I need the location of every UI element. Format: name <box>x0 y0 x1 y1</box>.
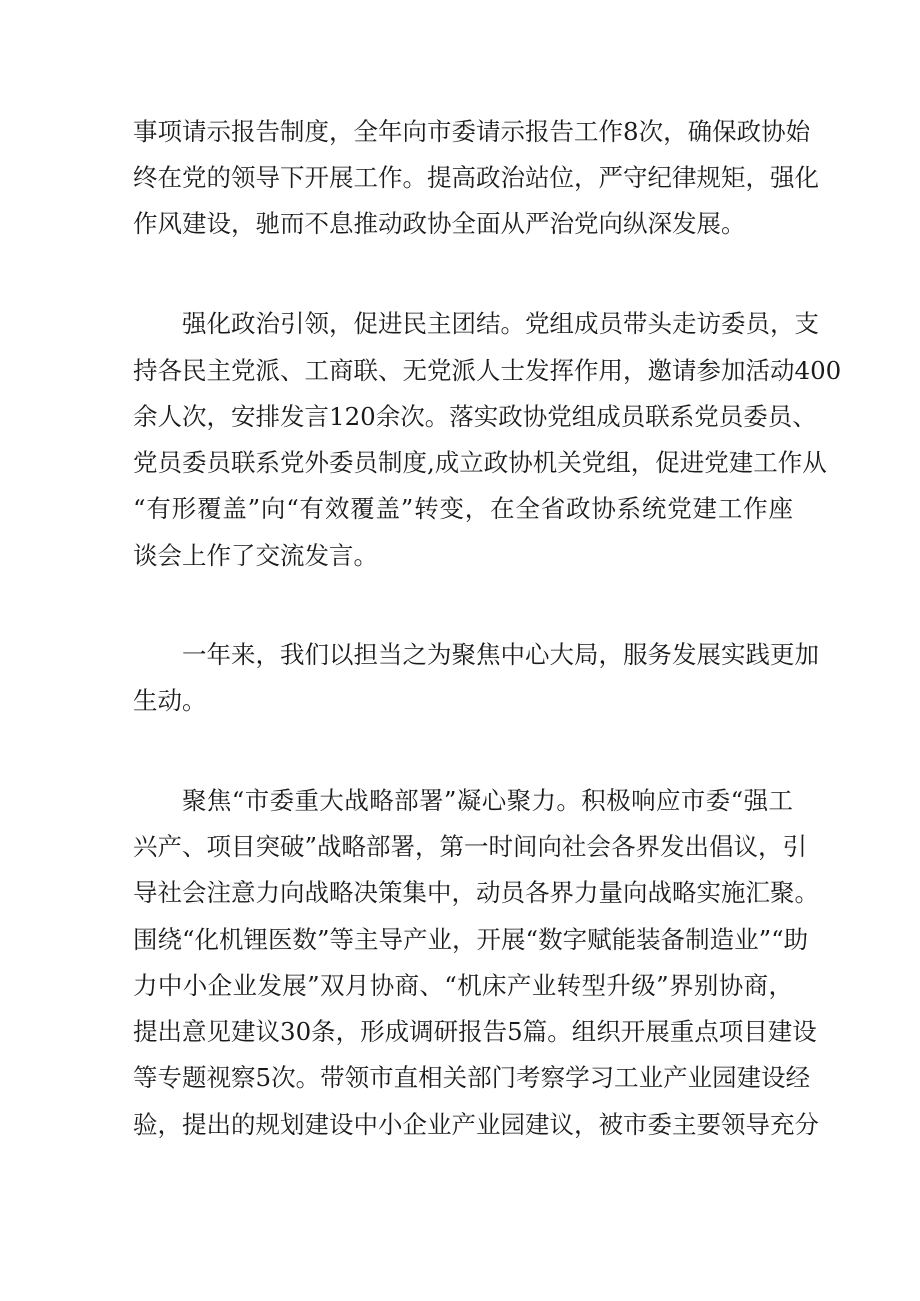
p4-line-4: 围绕“化机锂医数”等主导产业，开展“数字赋能装备制造业”“助 <box>133 925 809 954</box>
p4-line-1: 聚焦“市委重大战略部署”凝心聚力。积极响应市委“强工 <box>182 786 793 815</box>
p4-line-7: 等专题视察5次。带领市直相关部门考察学习工业产业园建设经 <box>133 1063 811 1092</box>
p2-line-5: “有形覆盖”向“有效覆盖”转变，在全省政协系统党建工作座 <box>133 494 793 523</box>
p1-line-2: 终在党的领导下开展工作。提高政治站位，严守纪律规矩，强化 <box>133 163 819 192</box>
p2-line-6: 谈会上作了交流发言。 <box>133 541 378 570</box>
p4-line-3: 导社会注意力向战略决策集中，动员各界力量向战略实施汇聚。 <box>133 878 819 907</box>
p3-line-2: 生动。 <box>133 686 207 715</box>
p4-line-2: 兴产、项目突破”战略部署，第一时间向社会各界发出倡议，引 <box>133 832 808 861</box>
p1-line-3: 作风建设，驰而不息推动政协全面从严治党向纵深发展。 <box>133 209 746 238</box>
p2-line-1: 强化政治引领，促进民主团结。党组成员带头走访委员，支 <box>182 309 819 338</box>
p4-line-5: 力中小企业发展”双月协商、“机床产业转型升级”界别协商， <box>133 971 793 1000</box>
p4-line-8: 验，提出的规划建设中小企业产业园建议，被市委主要领导充分 <box>133 1110 819 1139</box>
p2-line-4: 党员委员联系党外委员制度,成立政协机关党组，促进党建工作从 <box>133 448 827 477</box>
p1-line-1: 事项请示报告制度，全年向市委请示报告工作8次，确保政协始 <box>133 117 811 146</box>
p2-line-3: 余人次，安排发言120余次。落实政协党组成员联系党员委员、 <box>133 402 817 431</box>
p3-line-1: 一年来，我们以担当之为聚焦中心大局，服务发展实践更加 <box>182 640 819 669</box>
p2-line-2: 持各民主党派、工商联、无党派人士发挥作用，邀请参加活动400 <box>133 356 842 385</box>
p4-line-6: 提出意见建议30条，形成调研报告5篇。组织开展重点项目建设 <box>133 1017 817 1046</box>
